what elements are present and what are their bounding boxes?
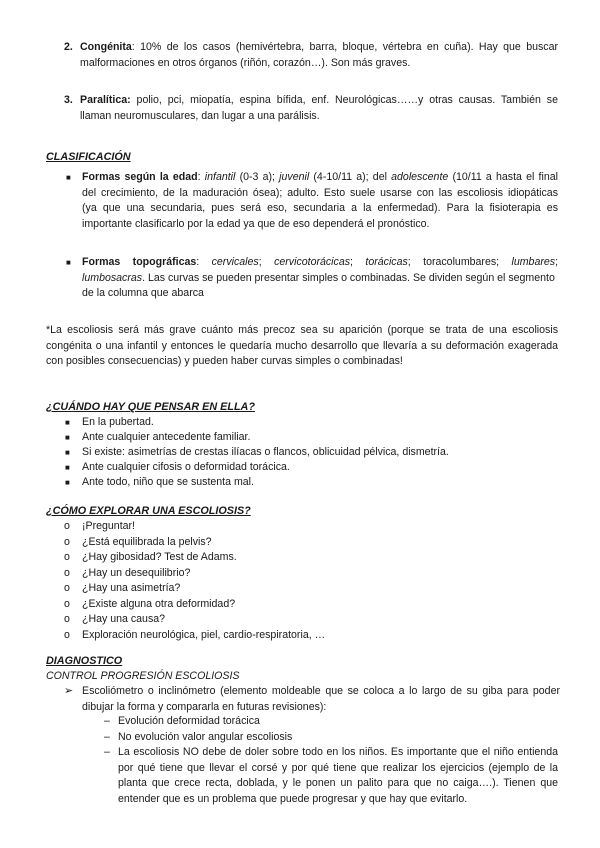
subheading-control-progresion: CONTROL PROGRESIÓN ESCOLIOSIS: [46, 670, 240, 682]
item-text: [80, 93, 558, 124]
list-item: [0, 597, 600, 612]
circle-bullet-icon: o: [64, 535, 70, 548]
text: ;: [555, 256, 558, 268]
list-item: [0, 475, 600, 490]
list-item: [0, 612, 600, 627]
square-bullet-icon: ■: [66, 258, 71, 267]
text-italic: juvenil: [279, 171, 310, 183]
dash-bullet-icon: –: [104, 746, 110, 758]
text-line: polio, pci, miopatía, espina bífida, enf. Neurológicas……y otras causas. También se: [130, 94, 558, 106]
text-italic: cervicales: [211, 256, 259, 268]
item-text: En la pubertad.: [82, 416, 154, 428]
text-italic: torácicas: [365, 256, 408, 268]
text-line: del crecimiento, de la maduración ósea); adulto. Esto suele usarse con las escoliosis idiopáticas: [82, 186, 558, 199]
text: :: [197, 171, 205, 183]
section-heading-clasificacion: CLASIFICACIÓN: [46, 151, 131, 163]
text-line: dibujar la forma y compararla en futuras revisiones):: [82, 700, 327, 713]
list-item: [0, 566, 600, 581]
text: ;: [258, 256, 275, 268]
term-topograficas: Formas topográficas: [82, 256, 197, 268]
text: ;: [350, 256, 366, 268]
text-line: Escoliómetro o inclinómetro (elemento moldeable que se coloca a lo largo de su giba para poder: [82, 685, 560, 697]
text: (10/11 a hasta el final: [448, 171, 558, 183]
list-item: [0, 535, 600, 550]
square-bullet-icon: ■: [65, 448, 70, 457]
text-line: No evolución valor angular escoliosis: [118, 730, 293, 743]
section-heading-diagnostico: DIAGNOSTICO: [46, 655, 123, 667]
circle-bullet-icon: o: [64, 551, 70, 563]
circle-bullet-icon: o: [64, 582, 70, 594]
item-text: [82, 170, 558, 232]
text-line: malformaciones en otros órganos (riñón, corazón…). Son más graves.: [80, 56, 411, 69]
item-text: Exploración neurológica, piel, cardio-respiratoria, …: [82, 628, 326, 641]
term-congenita: Congénita: [80, 41, 132, 53]
item-text: [82, 255, 558, 302]
text-italic: lumbosacras: [82, 271, 143, 284]
term-paralitica: Paralítica:: [80, 94, 131, 106]
term-edad: Formas según la edad: [82, 171, 198, 183]
item-text: ¿Existe alguna otra deformidad?: [82, 597, 236, 610]
text-line: (ya que una secundaria, pues será eso, secundaria a la enfermedad). Para la fisioterapia es: [82, 202, 558, 214]
circle-bullet-icon: o: [64, 520, 70, 532]
list-item: [0, 460, 600, 475]
text-italic: infantil: [204, 171, 236, 183]
dash-bullet-icon: –: [104, 730, 110, 743]
item-number: 2.: [64, 41, 73, 53]
text: ; toracolumbares;: [407, 256, 512, 268]
text-line: : 10% de los casos (hemivértebra, barra, bloque, vértebra en cuña). Hay que buscar: [131, 41, 558, 53]
text-line: con posibles consecuencias) y pueden haber curvas simples o combinadas!: [46, 355, 403, 367]
section-heading-como: ¿CÓMO EXPLORAR UNA ESCOLIOSIS?: [46, 505, 251, 517]
text-line: de la columna que abarca: [82, 287, 204, 299]
square-bullet-icon: ■: [66, 173, 71, 182]
item-text: Ante todo, niño que se sustenta mal.: [82, 476, 254, 488]
item-text: [82, 684, 560, 715]
text-line: llaman neuromusculares, dan lugar a una parálisis.: [80, 109, 320, 122]
text-line: congénita o una infantil y entonces le quedaría mucho desarrollo que llevaría a su deformación exagerada: [46, 339, 558, 352]
text-line: por qué tiene que llevar el corsé y por qué tiene que realizar los ejercicios (ejemplo de la: [118, 761, 558, 774]
item-text: [118, 745, 558, 807]
item-text: ¿Hay una asimetría?: [82, 582, 181, 594]
circle-bullet-icon: o: [64, 566, 70, 579]
text: (4-10/11 a); del: [309, 171, 392, 183]
square-bullet-icon: ■: [65, 463, 70, 472]
item-number: 3.: [64, 94, 73, 106]
text-italic: cervicotorácicas: [274, 256, 351, 268]
item-text: ¿Hay gibosidad? Test de Adams.: [82, 551, 237, 563]
note-paragraph: [46, 323, 558, 370]
list-item: [0, 628, 600, 643]
circle-bullet-icon: o: [64, 628, 70, 641]
list-item: [0, 430, 600, 445]
text-line: planta que crece recta, doblada, y le ponen un palito para que no caiga….). Tienen que: [118, 777, 558, 789]
text: . Las curvas se pueden presentar simples o combinadas. Se dividen según el segmento: [142, 271, 555, 284]
text: :: [196, 256, 212, 268]
list-item: [0, 415, 600, 430]
text: (0-3 a);: [235, 171, 280, 183]
list-item: [0, 445, 600, 460]
list-item: [0, 581, 600, 596]
text-italic: lumbares: [511, 256, 556, 268]
item-text: [118, 714, 558, 730]
text-line: *La escoliosis será más grave cuánto más precoz sea su aparición (porque se trata de una escoliosis: [46, 324, 558, 336]
text-line: Evolución deformidad torácica: [118, 715, 260, 727]
text-line: entender que es un problema que puede progresar y que hay que evitarlo.: [118, 792, 468, 805]
list-item: [0, 550, 600, 565]
item-text: Ante cualquier antecedente familiar.: [82, 431, 251, 443]
item-text: ¡Preguntar!: [82, 520, 135, 532]
circle-bullet-icon: o: [64, 597, 70, 610]
item-text: ¿Está equilibrada la pelvis?: [82, 535, 212, 548]
square-bullet-icon: ■: [65, 433, 70, 442]
item-text: [80, 40, 558, 71]
circle-bullet-icon: o: [64, 613, 70, 625]
item-text: ¿Hay un desequilibrio?: [82, 566, 191, 579]
item-text: Ante cualquier cifosis o deformidad torácica.: [82, 461, 290, 473]
section-heading-cuando: ¿CUÁNDO HAY QUE PENSAR EN ELLA?: [46, 401, 255, 413]
text-italic: adolescente: [391, 171, 449, 183]
item-text: Si existe: asimetrías de crestas ilíacas o flancos, oblicuidad pélvica, dismetría.: [82, 446, 449, 458]
square-bullet-icon: ■: [65, 478, 70, 487]
arrow-bullet-icon: ➢: [64, 685, 74, 697]
list-item: [0, 519, 600, 534]
dash-bullet-icon: –: [104, 715, 110, 727]
item-text: [118, 730, 558, 746]
item-text: ¿Hay una causa?: [82, 613, 166, 625]
square-bullet-icon: ■: [65, 418, 70, 427]
text-line: La escoliosis NO debe de doler sobre todo en los niños. Es importante que el niño entienda: [118, 746, 558, 758]
text-line: importante clasificarlo por la edad ya que de eso dependerá el pronóstico.: [82, 217, 430, 230]
